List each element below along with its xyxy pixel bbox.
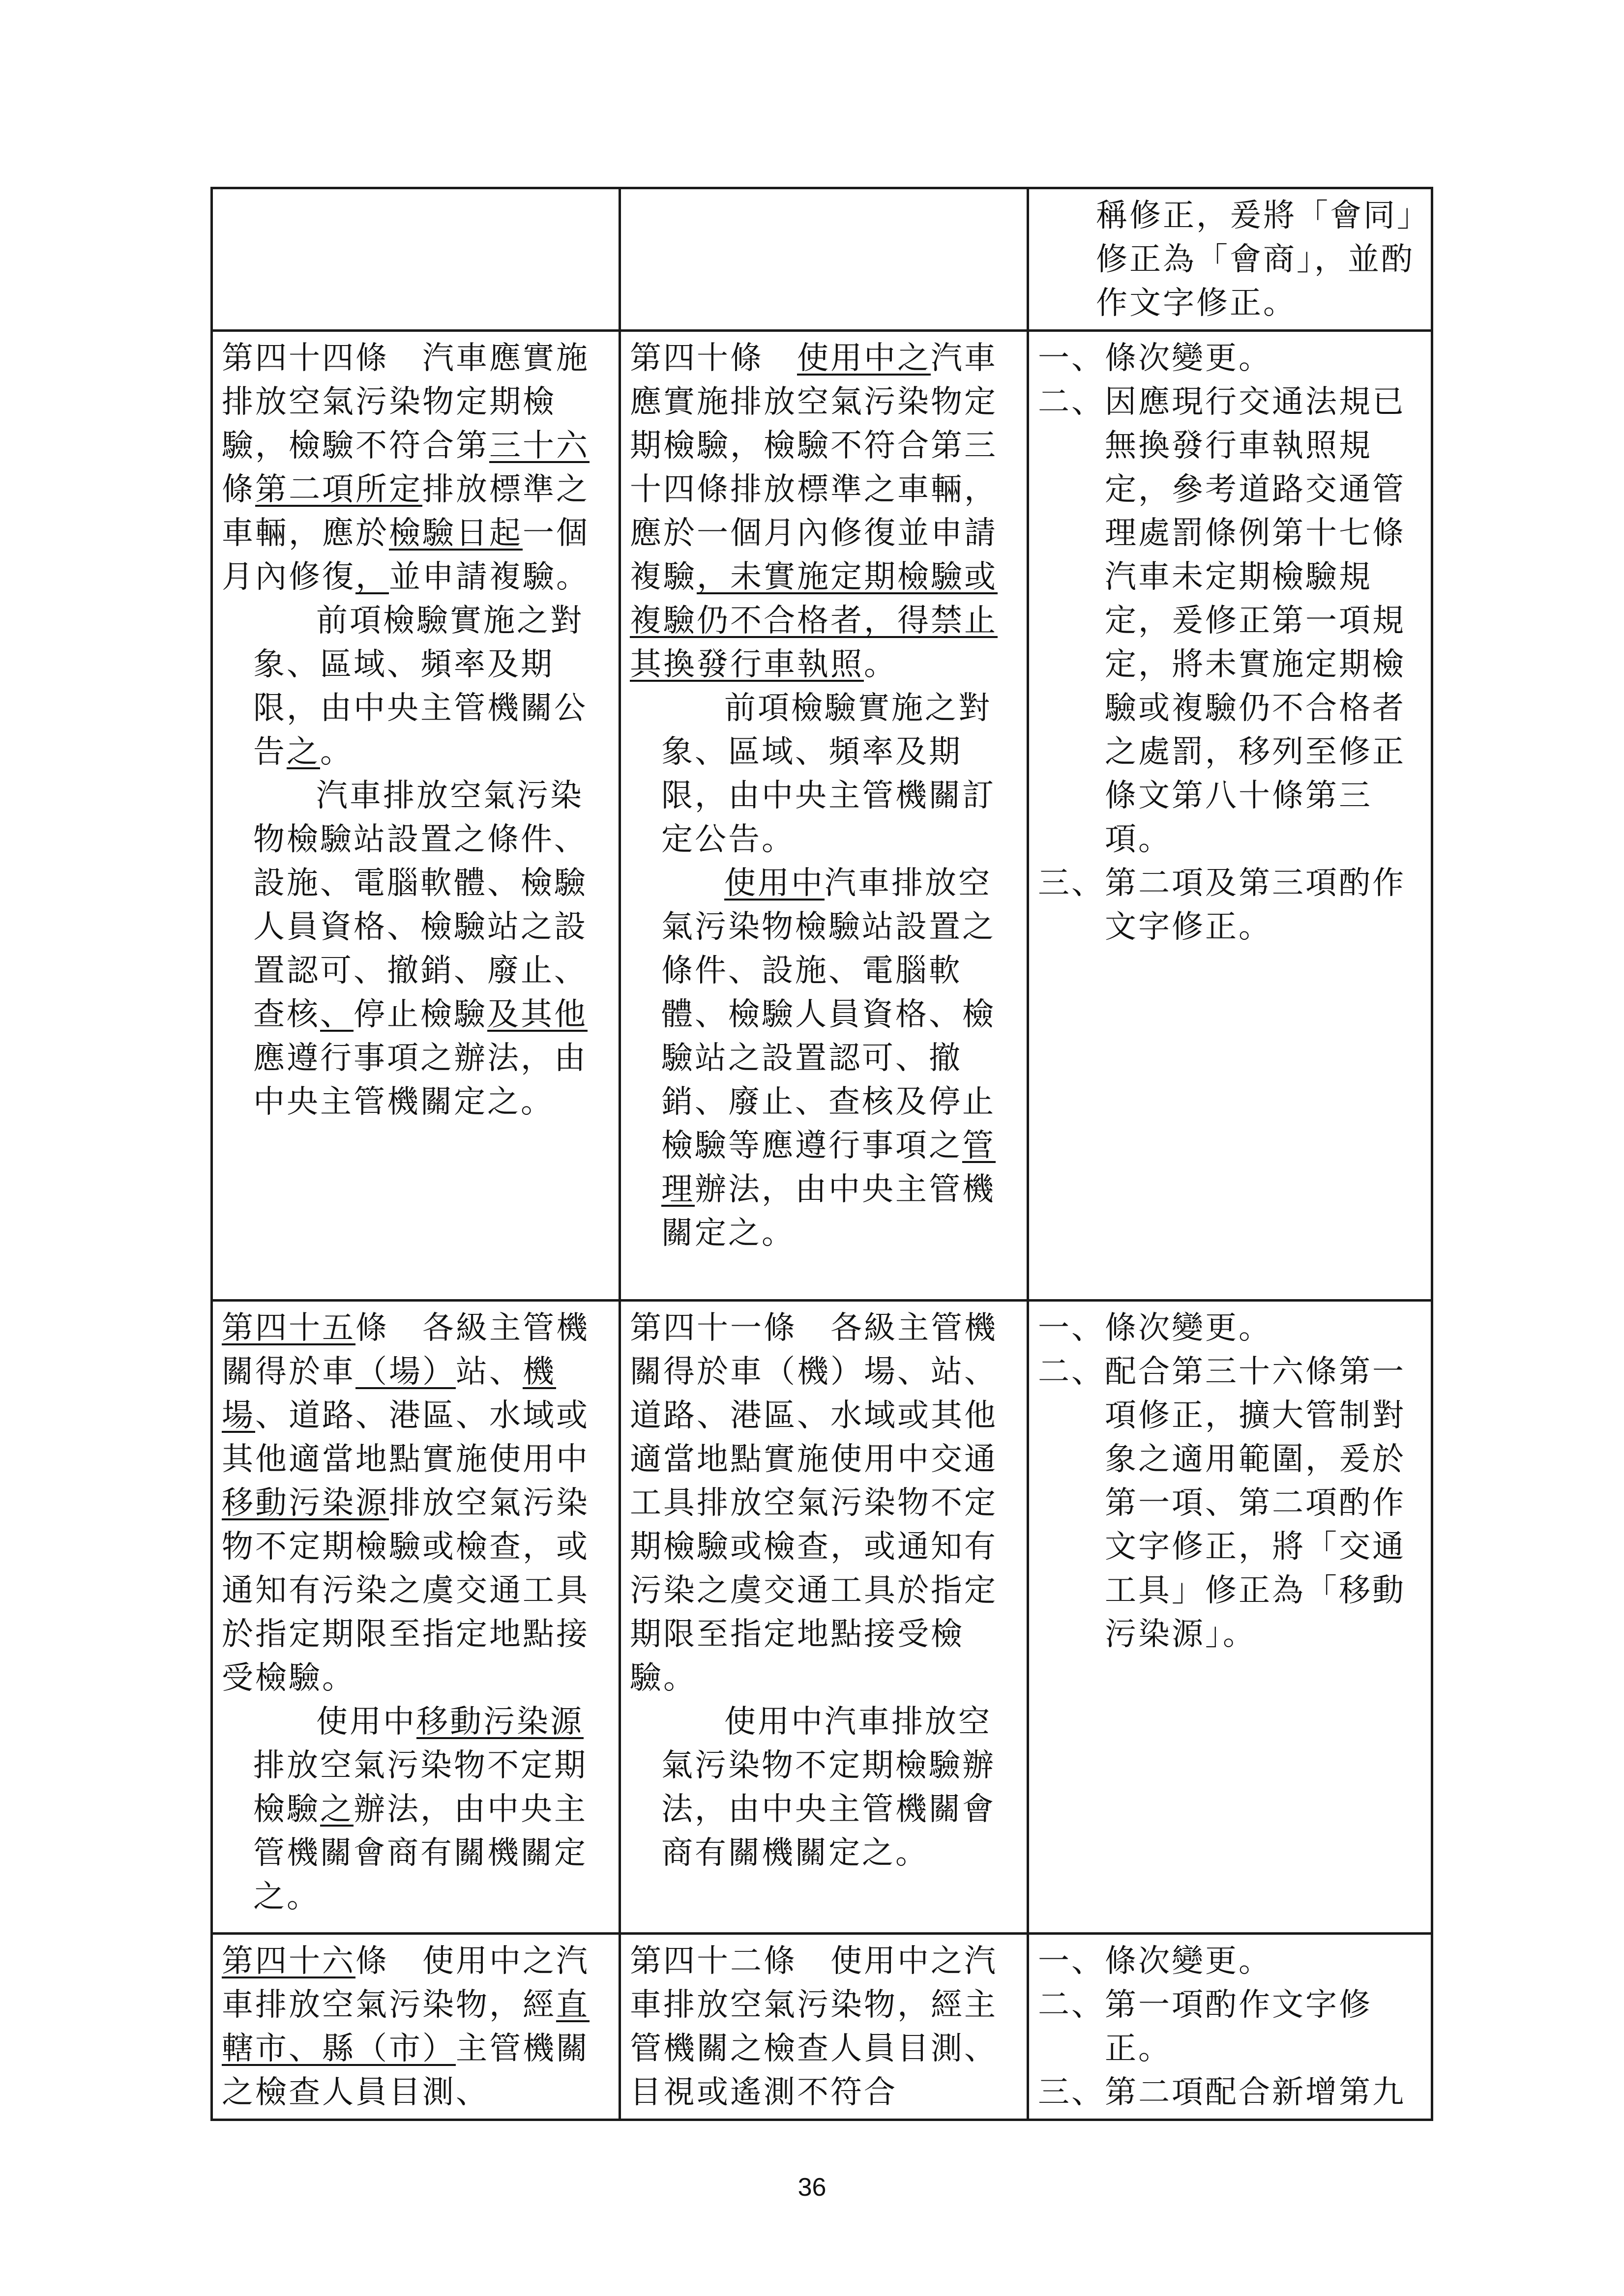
page-number: 36 bbox=[797, 2173, 827, 2202]
table-row bbox=[212, 188, 1432, 331]
current-cell bbox=[620, 188, 1028, 331]
table-row bbox=[212, 1934, 1432, 2120]
text-run: 一個月內修復 bbox=[222, 515, 590, 595]
amended-text: ，未實施定期檢驗或複驗仍不合格者，得禁止其換發行車執照 bbox=[630, 559, 998, 683]
explanation-list bbox=[1038, 1940, 1424, 2115]
text-run: 主管機關之檢查人員目測、 bbox=[222, 2031, 590, 2111]
current-cell bbox=[620, 1934, 1028, 2120]
text-run: 條 各級主管機關得於車 bbox=[222, 1310, 590, 1390]
explanation-cell bbox=[1028, 1301, 1432, 1934]
amended-text: 、 bbox=[320, 996, 354, 1033]
article-paragraph bbox=[222, 774, 612, 1124]
text-run: 條 使用中之汽車排放空氣污染物，經 bbox=[222, 1943, 590, 2023]
text-run: 前項檢驗實施之對象、區域、頻率及期限，由中央主管機關訂定公告。 bbox=[661, 690, 996, 858]
comparison-table bbox=[210, 187, 1433, 2121]
text-run: 辦法，由中央主管機關定之。 bbox=[661, 1171, 996, 1251]
current-cell bbox=[620, 1301, 1028, 1934]
article-paragraph bbox=[222, 1307, 612, 1700]
explanation-continuation: 稱修正，爰將「會同」修正為「會商」，並酌作文字修正。 bbox=[1096, 198, 1415, 321]
text-run: 並申請複驗。 bbox=[389, 559, 590, 595]
text-run: 排放空氣污染物不定期檢驗或檢查，或通知有污染之虞交通工具於指定期限至指定地點接受檢驗。 bbox=[222, 1485, 590, 1696]
amended-cell bbox=[212, 331, 620, 1301]
amended-text: 三十六 bbox=[489, 428, 590, 464]
amended-cell bbox=[212, 1301, 620, 1934]
list-item: 一、 條次變更。 bbox=[1038, 1943, 1272, 1979]
explanation-cell bbox=[1028, 1934, 1432, 2120]
amended-text: ， bbox=[355, 559, 389, 595]
amended-cell bbox=[212, 188, 620, 331]
text-run: 第四十四條 汽車應實施排放空氣污染物定期檢驗，檢驗不符合第 bbox=[222, 340, 590, 464]
list-item: 三、 第二項配合新增第九 bbox=[1038, 2074, 1406, 2111]
text-run: 條 bbox=[222, 471, 255, 508]
text-run: 汽車排放空氣污染物檢驗站設置之條件、設施、電腦軟體、檢驗人員資格、檢驗站之設置認可、撤銷、廢止、查核及停止檢驗等應遵行事項之 bbox=[661, 865, 996, 1164]
amended-text: 之 bbox=[320, 1791, 354, 1828]
list-item: 二、 第一項酌作文字修正。 bbox=[1038, 1987, 1372, 2067]
explanation-cell bbox=[1028, 331, 1432, 1301]
amended-text: 直轄市、縣（市） bbox=[222, 1987, 590, 2067]
amended-text: 檢驗日起 bbox=[389, 515, 523, 552]
amended-text: 移動污染源 bbox=[416, 1704, 584, 1740]
amended-text: 及其他 bbox=[487, 996, 588, 1033]
article-paragraph bbox=[630, 337, 1020, 687]
text-run: 排放標準之車輛，應於 bbox=[222, 471, 590, 552]
text-run: 第四十條 bbox=[630, 340, 797, 377]
amended-cell bbox=[212, 1934, 620, 2120]
article-paragraph bbox=[222, 599, 612, 774]
amended-text: 第二項所定 bbox=[255, 471, 422, 508]
article-paragraph bbox=[630, 687, 1020, 862]
explanation-cell bbox=[1028, 188, 1432, 331]
text-run: 前項檢驗實施之對象、區域、頻率及期限，由中央主管機關公告 bbox=[253, 603, 588, 770]
list-item: 一、 條次變更。 bbox=[1038, 340, 1272, 377]
list-item: 三、 第二項及第三項酌作文字修正。 bbox=[1038, 865, 1406, 945]
amended-text: （場） bbox=[355, 1354, 456, 1390]
explanation-list bbox=[1038, 1307, 1424, 1657]
text-run: 排放空氣污染物不定期檢驗 bbox=[253, 1747, 588, 1828]
current-cell bbox=[620, 331, 1028, 1301]
list-item: 二、 配合第三十六條第一項修正，擴大管制對象之適用範圍，爰於第一項、第二項酌作文字修正，將「交通工具」修正為「移動污染源」。 bbox=[1038, 1354, 1406, 1653]
text-run: 應遵行事項之辦法，由中央主管機關定之。 bbox=[253, 1040, 588, 1120]
text-run: 站、 bbox=[456, 1354, 523, 1390]
amended-text: 移動污染源 bbox=[222, 1485, 389, 1521]
amended-text: 第四十六 bbox=[222, 1943, 355, 1979]
amended-text: 管理 bbox=[661, 1128, 996, 1208]
text-run: 辦法，由中央主管機關會商有關機關定之。 bbox=[253, 1791, 588, 1915]
article-paragraph bbox=[630, 1307, 1020, 1700]
text-run: 第四十一條 各級主管機關得於車（機）場、站、道路、港區、水域或其他適當地點實施使用中交通工具排放空氣污染物不定期檢驗或檢查，或通知有污染之虞交通工具於指定期限至指定地點接受檢驗。 bbox=[630, 1310, 998, 1696]
text-run: 汽車排放空氣污染物檢驗站設置之條件、設施、電腦軟體、檢驗人員資格、檢驗站之設置認可、撤銷、廢止、查核 bbox=[253, 778, 588, 1033]
article-paragraph bbox=[222, 1700, 612, 1919]
article-paragraph bbox=[630, 862, 1020, 1255]
amended-text: 使用中 bbox=[724, 865, 825, 901]
text-run: 使用中汽車排放空氣污染物不定期檢驗辦法，由中央主管機關會商有關機關定之。 bbox=[661, 1704, 996, 1871]
text-run: 。 bbox=[864, 646, 897, 683]
list-item: 一、 條次變更。 bbox=[1038, 1310, 1272, 1346]
list-item: 二、 因應現行交通法規已無換發行車執照規定，參考道路交通管理處罰條例第十七條汽車未定期檢驗規定，爰修正第一項規定，將未實施定期檢驗或複驗仍不合格者之處罰，移列至修正條文第八十條第三項。 bbox=[1038, 384, 1406, 858]
article-paragraph bbox=[222, 1940, 612, 2115]
amended-text: 之 bbox=[287, 734, 320, 770]
text-run: 使用中 bbox=[316, 1704, 416, 1740]
article-paragraph bbox=[222, 337, 612, 599]
amended-text: 機場 bbox=[222, 1354, 556, 1434]
table-row bbox=[212, 1301, 1432, 1934]
table-row bbox=[212, 331, 1432, 1301]
text-run: 汽車應實施排放空氣污染物定期檢驗，檢驗不符合第三十四條排放標準之車輛，應於一個月內修復並申請複驗 bbox=[630, 340, 998, 595]
amended-text: 使用中之 bbox=[797, 340, 931, 377]
explanation-list bbox=[1038, 337, 1424, 949]
article-paragraph bbox=[630, 1700, 1020, 1875]
text-run: 停止檢驗 bbox=[354, 996, 487, 1033]
article-paragraph bbox=[630, 1940, 1020, 2115]
text-run: 第四十二條 使用中之汽車排放空氣污染物，經主管機關之檢查人員目測、目視或遙測不符合 bbox=[630, 1943, 998, 2111]
text-run: 。 bbox=[320, 734, 354, 770]
text-run: 、道路、港區、水域或其他適當地點實施使用中 bbox=[222, 1397, 590, 1478]
amended-text: 第四十五 bbox=[222, 1310, 355, 1346]
